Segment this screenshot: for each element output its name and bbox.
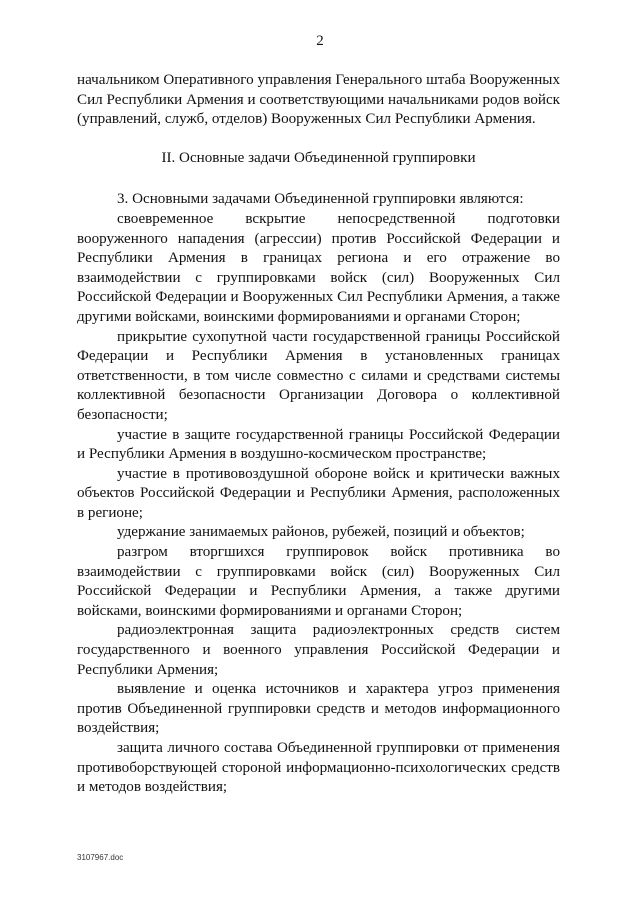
paragraph-task-threat-assessment: выявление и оценка источников и характера угроз применения против Объединенной группировки средств и методов информационного воздействия; xyxy=(77,681,560,737)
paragraph-tasks-intro: 3. Основными задачами Объединенной группировки являются: xyxy=(117,191,524,208)
paragraph-task-hold-positions: удержание занимаемых районов, рубежей, позиций и объектов; xyxy=(117,524,525,541)
footer-filename: 3107967.doc xyxy=(77,853,124,862)
paragraph-task-border-cover: прикрытие сухопутной части государственной границы Российской Федерации и Республики Армения в установленных границах ответственности, в том числе совместно с силами и средствами системы коллективной безопасности Организации Договора о коллективной безопасности; xyxy=(77,328,560,423)
paragraph-task-air-defense: участие в противовоздушной обороне войск и критически важных объектов Российской Федерации и Республики Армения, расположенных в регионе; xyxy=(77,465,560,521)
page-number: 2 xyxy=(316,33,324,49)
intro-paragraph: начальником Оперативного управления Генерального штаба Вооруженных Сил Республики Армения и соответствующими начальниками родов войск (управлений, служб, отделов) Вооруженных Сил Республики Армения. xyxy=(77,72,560,128)
paragraph-task-personnel-protection: защита личного состава Объединенной группировки от применения противоборствующей стороной информационно-психологических средств и методов воздействия; xyxy=(77,740,560,796)
paragraph-task-electronic-protection: радиоэлектронная защита радиоэлектронных средств систем государственного и военного управления Российской Федерации и Республики Армения; xyxy=(77,622,560,678)
paragraph-task-aerospace: участие в защите государственной границы Российской Федерации и Республики Армения в воздушно-космическом пространстве; xyxy=(77,426,560,463)
document-body xyxy=(77,71,560,798)
paragraph-task-defeat-enemy: разгром вторгшихся группировок войск противника во взаимодействии с группировками войск (сил) Вооруженных Сил Российской Федерации и Республики Армения, а также другими войсками, воинскими формированиями и органами Сторон; xyxy=(77,544,560,619)
paragraph-task-detection: своевременное вскрытие непосредственной подготовки вооруженного нападения (агрессии) против Российской Федерации и Республики Армения в границах региона и его отражение во взаимодействии с группировками войск (сил) Вооруженных Сил Российской Федерации и Вооруженных Сил Республики Армения, а также другими войсками, воинскими формированиями и органами Сторон; xyxy=(77,210,560,325)
section-heading: II. Основные задачи Объединенной группировки xyxy=(161,149,476,166)
